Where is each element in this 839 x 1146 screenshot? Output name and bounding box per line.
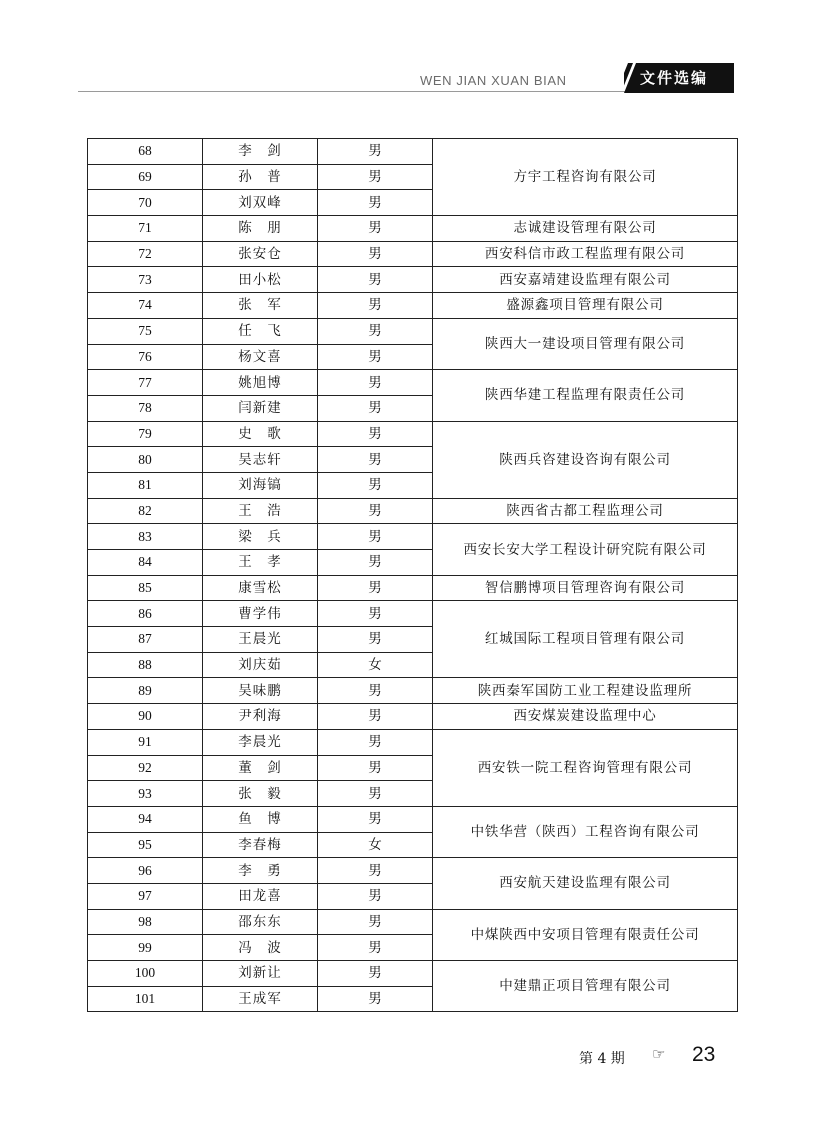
cell-gender: 男 (318, 986, 433, 1012)
cell-gender: 男 (318, 318, 433, 344)
cell-name: 田小松 (203, 267, 318, 293)
cell-company: 陕西秦军国防工业工程建设监理所 (433, 678, 738, 704)
cell-name: 刘双峰 (203, 190, 318, 216)
cell-number: 77 (88, 370, 203, 396)
cell-company: 陕西大一建设项目管理有限公司 (433, 318, 738, 369)
cell-name: 吴味鹏 (203, 678, 318, 704)
cell-name: 梁 兵 (203, 524, 318, 550)
table-row (88, 524, 738, 550)
cell-gender: 男 (318, 729, 433, 755)
cell-name: 李 剑 (203, 139, 318, 165)
cell-name: 张 军 (203, 293, 318, 319)
cell-number: 95 (88, 832, 203, 858)
table-row (88, 421, 738, 447)
cell-company: 陕西兵咨建设咨询有限公司 (433, 421, 738, 498)
table-row (88, 575, 738, 601)
cell-name: 杨文喜 (203, 344, 318, 370)
cell-number: 74 (88, 293, 203, 319)
cell-gender: 男 (318, 216, 433, 242)
cell-name: 尹利海 (203, 704, 318, 730)
cell-company: 中铁华营（陕西）工程咨询有限公司 (433, 806, 738, 857)
cell-name: 吴志轩 (203, 447, 318, 473)
cell-number: 100 (88, 961, 203, 987)
cell-number: 85 (88, 575, 203, 601)
cell-number: 69 (88, 164, 203, 190)
cell-gender: 男 (318, 241, 433, 267)
page-number: 23 (692, 1043, 716, 1066)
cell-name: 田龙喜 (203, 883, 318, 909)
cell-name: 刘海镐 (203, 472, 318, 498)
cell-name: 邵东东 (203, 909, 318, 935)
cell-gender: 男 (318, 498, 433, 524)
cell-number: 99 (88, 935, 203, 961)
table-row (88, 267, 738, 293)
cell-name: 任 飞 (203, 318, 318, 344)
cell-gender: 男 (318, 961, 433, 987)
cell-company: 西安嘉靖建设监理有限公司 (433, 267, 738, 293)
table-row (88, 961, 738, 987)
cell-number: 82 (88, 498, 203, 524)
cell-gender: 男 (318, 550, 433, 576)
cell-gender: 男 (318, 575, 433, 601)
cell-gender: 男 (318, 524, 433, 550)
cell-name: 李 勇 (203, 858, 318, 884)
table-row (88, 498, 738, 524)
table-row (88, 601, 738, 627)
cell-name: 王成军 (203, 986, 318, 1012)
cell-number: 80 (88, 447, 203, 473)
cell-company: 西安科信市政工程监理有限公司 (433, 241, 738, 267)
cell-company: 西安长安大学工程设计研究院有限公司 (433, 524, 738, 575)
cell-gender: 男 (318, 190, 433, 216)
cell-name: 董 剑 (203, 755, 318, 781)
cell-gender: 男 (318, 883, 433, 909)
cell-gender: 男 (318, 806, 433, 832)
table-row (88, 216, 738, 242)
cell-number: 75 (88, 318, 203, 344)
cell-gender: 女 (318, 832, 433, 858)
issue-label: 第 4 期 (579, 1051, 625, 1067)
cell-company: 西安航天建设监理有限公司 (433, 858, 738, 909)
cell-number: 90 (88, 704, 203, 730)
cell-number: 81 (88, 472, 203, 498)
cell-number: 79 (88, 421, 203, 447)
table-row (88, 293, 738, 319)
cell-name: 姚旭博 (203, 370, 318, 396)
table-row (88, 729, 738, 755)
cell-number: 93 (88, 781, 203, 807)
cell-name: 鱼 博 (203, 806, 318, 832)
cell-number: 91 (88, 729, 203, 755)
cell-number: 73 (88, 267, 203, 293)
cell-name: 李春梅 (203, 832, 318, 858)
cell-gender: 男 (318, 267, 433, 293)
cell-number: 88 (88, 652, 203, 678)
cell-company: 中建鼎正项目管理有限公司 (433, 961, 738, 1012)
cell-gender: 男 (318, 627, 433, 653)
cell-gender: 男 (318, 164, 433, 190)
cell-name: 陈 朋 (203, 216, 318, 242)
cell-gender: 男 (318, 293, 433, 319)
cell-gender: 男 (318, 704, 433, 730)
cell-number: 76 (88, 344, 203, 370)
cell-number: 101 (88, 986, 203, 1012)
cell-gender: 男 (318, 139, 433, 165)
table-row (88, 678, 738, 704)
cell-number: 70 (88, 190, 203, 216)
cell-number: 68 (88, 139, 203, 165)
cell-gender: 男 (318, 935, 433, 961)
cell-gender: 男 (318, 370, 433, 396)
cell-company: 陕西省古都工程监理公司 (433, 498, 738, 524)
cell-number: 78 (88, 395, 203, 421)
cell-gender: 男 (318, 395, 433, 421)
cell-name: 王 浩 (203, 498, 318, 524)
cell-gender: 男 (318, 447, 433, 473)
cell-number: 92 (88, 755, 203, 781)
cell-name: 史 歌 (203, 421, 318, 447)
cell-gender: 男 (318, 472, 433, 498)
table-row (88, 318, 738, 344)
cell-company: 红城国际工程项目管理有限公司 (433, 601, 738, 678)
cell-name: 刘新让 (203, 961, 318, 987)
cell-name: 李晨光 (203, 729, 318, 755)
cell-company: 西安煤炭建设监理中心 (433, 704, 738, 730)
table-row (88, 370, 738, 396)
cell-name: 冯 波 (203, 935, 318, 961)
table-row (88, 241, 738, 267)
cell-number: 87 (88, 627, 203, 653)
cell-name: 张安仓 (203, 241, 318, 267)
cell-company: 中煤陕西中安项目管理有限责任公司 (433, 909, 738, 960)
cell-name: 王晨光 (203, 627, 318, 653)
cell-number: 97 (88, 883, 203, 909)
cell-number: 94 (88, 806, 203, 832)
personnel-table-body (88, 139, 738, 1012)
cell-name: 王 孝 (203, 550, 318, 576)
cell-company: 智信鹏博项目管理咨询有限公司 (433, 575, 738, 601)
table-row (88, 858, 738, 884)
cell-name: 曹学伟 (203, 601, 318, 627)
table-row (88, 909, 738, 935)
cell-company: 西安铁一院工程咨询管理有限公司 (433, 729, 738, 806)
cell-gender: 男 (318, 678, 433, 704)
cell-company: 盛源鑫项目管理有限公司 (433, 293, 738, 319)
cell-gender: 男 (318, 344, 433, 370)
cell-number: 83 (88, 524, 203, 550)
cell-number: 84 (88, 550, 203, 576)
cell-gender: 男 (318, 421, 433, 447)
cell-number: 89 (88, 678, 203, 704)
cell-name: 刘庆茹 (203, 652, 318, 678)
cell-number: 86 (88, 601, 203, 627)
personnel-table (87, 138, 738, 1012)
running-title: WEN JIAN XUAN BIAN (420, 73, 567, 88)
cell-gender: 男 (318, 601, 433, 627)
cell-name: 闫新建 (203, 395, 318, 421)
section-tag: 文件选编 (640, 69, 709, 87)
cell-name: 张 毅 (203, 781, 318, 807)
table-row (88, 806, 738, 832)
cell-gender: 男 (318, 909, 433, 935)
cell-number: 71 (88, 216, 203, 242)
pointing-hand-icon: ☞ (652, 1045, 666, 1063)
cell-company: 方宇工程咨询有限公司 (433, 139, 738, 216)
cell-number: 98 (88, 909, 203, 935)
table-row (88, 139, 738, 165)
cell-number: 96 (88, 858, 203, 884)
cell-gender: 男 (318, 755, 433, 781)
cell-company: 志诚建设管理有限公司 (433, 216, 738, 242)
cell-gender: 女 (318, 652, 433, 678)
cell-number: 72 (88, 241, 203, 267)
table-row (88, 704, 738, 730)
cell-name: 康雪松 (203, 575, 318, 601)
cell-company: 陕西华建工程监理有限责任公司 (433, 370, 738, 421)
cell-gender: 男 (318, 781, 433, 807)
cell-name: 孙 普 (203, 164, 318, 190)
cell-gender: 男 (318, 858, 433, 884)
